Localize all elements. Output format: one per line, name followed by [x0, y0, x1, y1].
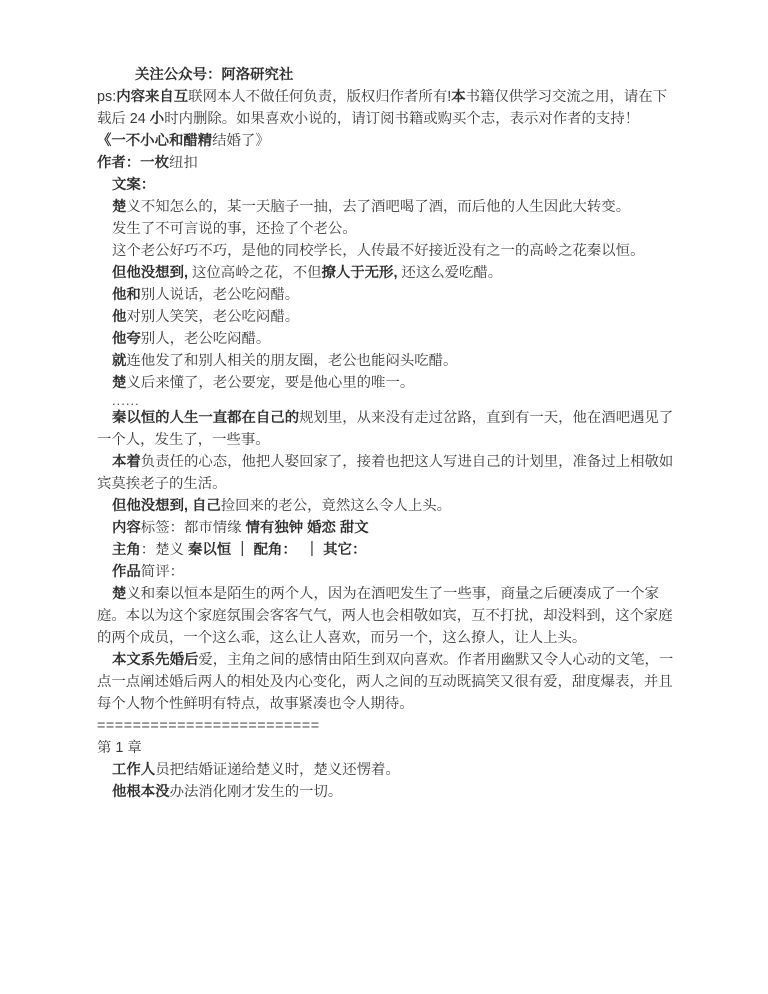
bold-text-run: 他根本没 [112, 784, 170, 800]
bold-text-run: 文案： [112, 177, 156, 193]
synopsis-paragraph [97, 372, 674, 394]
bold-text-run: 关注公众号：阿洛研究社 [135, 67, 294, 83]
text-run: 爱，主角之间的感情由陌生到双向喜欢。作者用幽默又令人心动的文笔，一点一点阐述婚后两人的相处及内心变化，两人之间的互动既搞笑又很有爱，甜度爆表，并且每个人物个性鲜明有特点，故事紧凑也令人期待。 [97, 652, 674, 712]
text-run: 连他发了和别人相关的朋友圈，老公也能闷头吃醋。 [126, 353, 458, 369]
book-title [97, 130, 674, 152]
bold-text-run: ｜ [235, 542, 250, 558]
bold-text-run: 但他没想到, [112, 265, 192, 281]
text-run: ========================= [97, 718, 320, 734]
text-run: ...... [112, 393, 140, 408]
synopsis-paragraph [97, 306, 674, 328]
bold-text-run: 但他没想到, 自己 [112, 498, 221, 514]
text-run: 负责任的心态，他把人娶回家了，接着也把这人写进自己的计划里，准备过上相敬如宾莫挨老子的生活。 [97, 454, 674, 492]
text-run: 还这么爱吃醋。 [401, 265, 503, 281]
text-run: 办法消化刚才发生的一切。 [169, 784, 343, 800]
synopsis-paragraph [97, 240, 674, 262]
bold-text-run: 内容来自互 [116, 89, 189, 105]
bold-text-run: 本着 [112, 454, 141, 470]
bold-text-run: 他和 [112, 287, 141, 303]
synopsis-paragraph [97, 495, 674, 517]
bold-text-run: 本文系先婚后 [112, 652, 199, 668]
copyright-disclaimer [97, 86, 674, 130]
bold-text-run: 他 [112, 309, 127, 325]
text-run: 纽扣 [168, 155, 198, 171]
text-run: 这个老公好巧不巧，是他的同校学长，人传最不好接近没有之一的高岭之花秦以恒。 [112, 243, 645, 259]
synopsis-paragraph [97, 407, 674, 451]
text-run: 员把结婚证递给楚义时，楚义还愣着。 [155, 762, 400, 778]
review-label [97, 561, 674, 583]
ellipsis-line [97, 394, 674, 407]
text-run: 义不知怎么的，某一天脑子一抽，去了酒吧喝了酒，而后他的人生因此大转变。 [126, 199, 631, 215]
bold-text-run: 内容 [112, 520, 141, 536]
document-body [97, 64, 674, 803]
text-run: 简评： [140, 564, 184, 580]
bold-text-run: ｜ [304, 542, 320, 558]
bold-text-run: 楚 [112, 586, 127, 602]
bold-text-run: 秦以恒 [187, 542, 232, 558]
text-run: 发生了不可言说的事，还捡了个老公。 [112, 221, 357, 237]
author-line [97, 152, 674, 174]
synopsis-paragraph [97, 262, 674, 284]
chapter-paragraph [97, 781, 674, 803]
roles-line [97, 539, 674, 561]
text-run: 书籍仅供学习交流之用，请在下载后 24 [97, 89, 668, 127]
bold-text-run: 主角 [112, 542, 141, 558]
text-run: 联网本人不做任何负责，版权归作者所有! [188, 89, 452, 105]
review-paragraph [97, 583, 674, 649]
text-run [297, 542, 305, 558]
text-run: 捡回来的老公，竟然这么令人上头。 [220, 498, 451, 514]
bold-text-run: 作品 [112, 564, 141, 580]
bold-text-run: 秦以恒的人生一直都在自己的 [112, 410, 300, 426]
separator-line [97, 715, 674, 737]
bold-text-run: 作者：一枚 [97, 155, 169, 171]
content-tags-line [97, 517, 674, 539]
text-run: 义和秦以恒本是陌生的两个人，因为在酒吧发生了一些事，商量之后硬凑成了一个家庭。本以为这个家庭氛围会客客气气，两人也会相敬如宾，互不打扰，却没料到，这个家庭的两个成员，一个这么乖，这么让人喜欢，而另一个，这么撩人，让人上头。 [97, 586, 673, 646]
synopsis-label [97, 174, 674, 196]
synopsis-paragraph [97, 218, 674, 240]
bold-text-run: 楚 [112, 199, 127, 215]
text-run: 第 1 章 [97, 740, 142, 756]
bold-text-run: 小 [149, 111, 165, 127]
bold-text-run: 工作人 [112, 762, 156, 778]
text-run: 时内删除。如果喜欢小说的，请订阅书籍或购买个志，表示对作者的支持！ [164, 111, 640, 127]
follow-account-notice [97, 64, 674, 86]
bold-text-run: 情有独钟 婚恋 甜文 [245, 520, 369, 536]
text-run: 这位高岭之花，不但 [191, 265, 322, 281]
synopsis-paragraph [97, 350, 674, 372]
text-run: ：楚义 [140, 542, 188, 558]
synopsis-paragraph [97, 328, 674, 350]
synopsis-paragraph [97, 451, 674, 495]
chapter-heading [97, 737, 674, 759]
text-run: ps: [97, 89, 117, 105]
bold-text-run: 楚 [112, 375, 127, 391]
synopsis-paragraph [97, 196, 674, 218]
text-run: 规划里，从来没有走过岔路，直到有一天，他在酒吧遇见了一个人，发生了，一些事。 [97, 410, 674, 448]
text-run: 结婚了》 [212, 133, 270, 149]
bold-text-run: 撩人于无形, [321, 265, 402, 281]
text-run: 对别人笑笑，老公吃闷醋。 [126, 309, 300, 325]
chapter-paragraph [97, 759, 674, 781]
bold-text-run: 就 [112, 353, 127, 369]
bold-text-run: 其它： [323, 542, 367, 558]
review-paragraph [97, 649, 674, 715]
bold-text-run: 配角： [253, 542, 297, 558]
text-run: 义后来懂了，老公要宠，要是他心里的唯一。 [126, 375, 415, 391]
text-run: 别人，老公吃闷醋。 [140, 331, 271, 347]
bold-text-run: 《一不小心和醋精 [97, 133, 213, 149]
bold-text-run: 他夸 [112, 331, 141, 347]
synopsis-paragraph [97, 284, 674, 306]
text-run: 标签：都市情缘 [140, 520, 246, 536]
bold-text-run: 本 [451, 89, 466, 105]
text-run: 别人说话，老公吃闷醋。 [140, 287, 300, 303]
